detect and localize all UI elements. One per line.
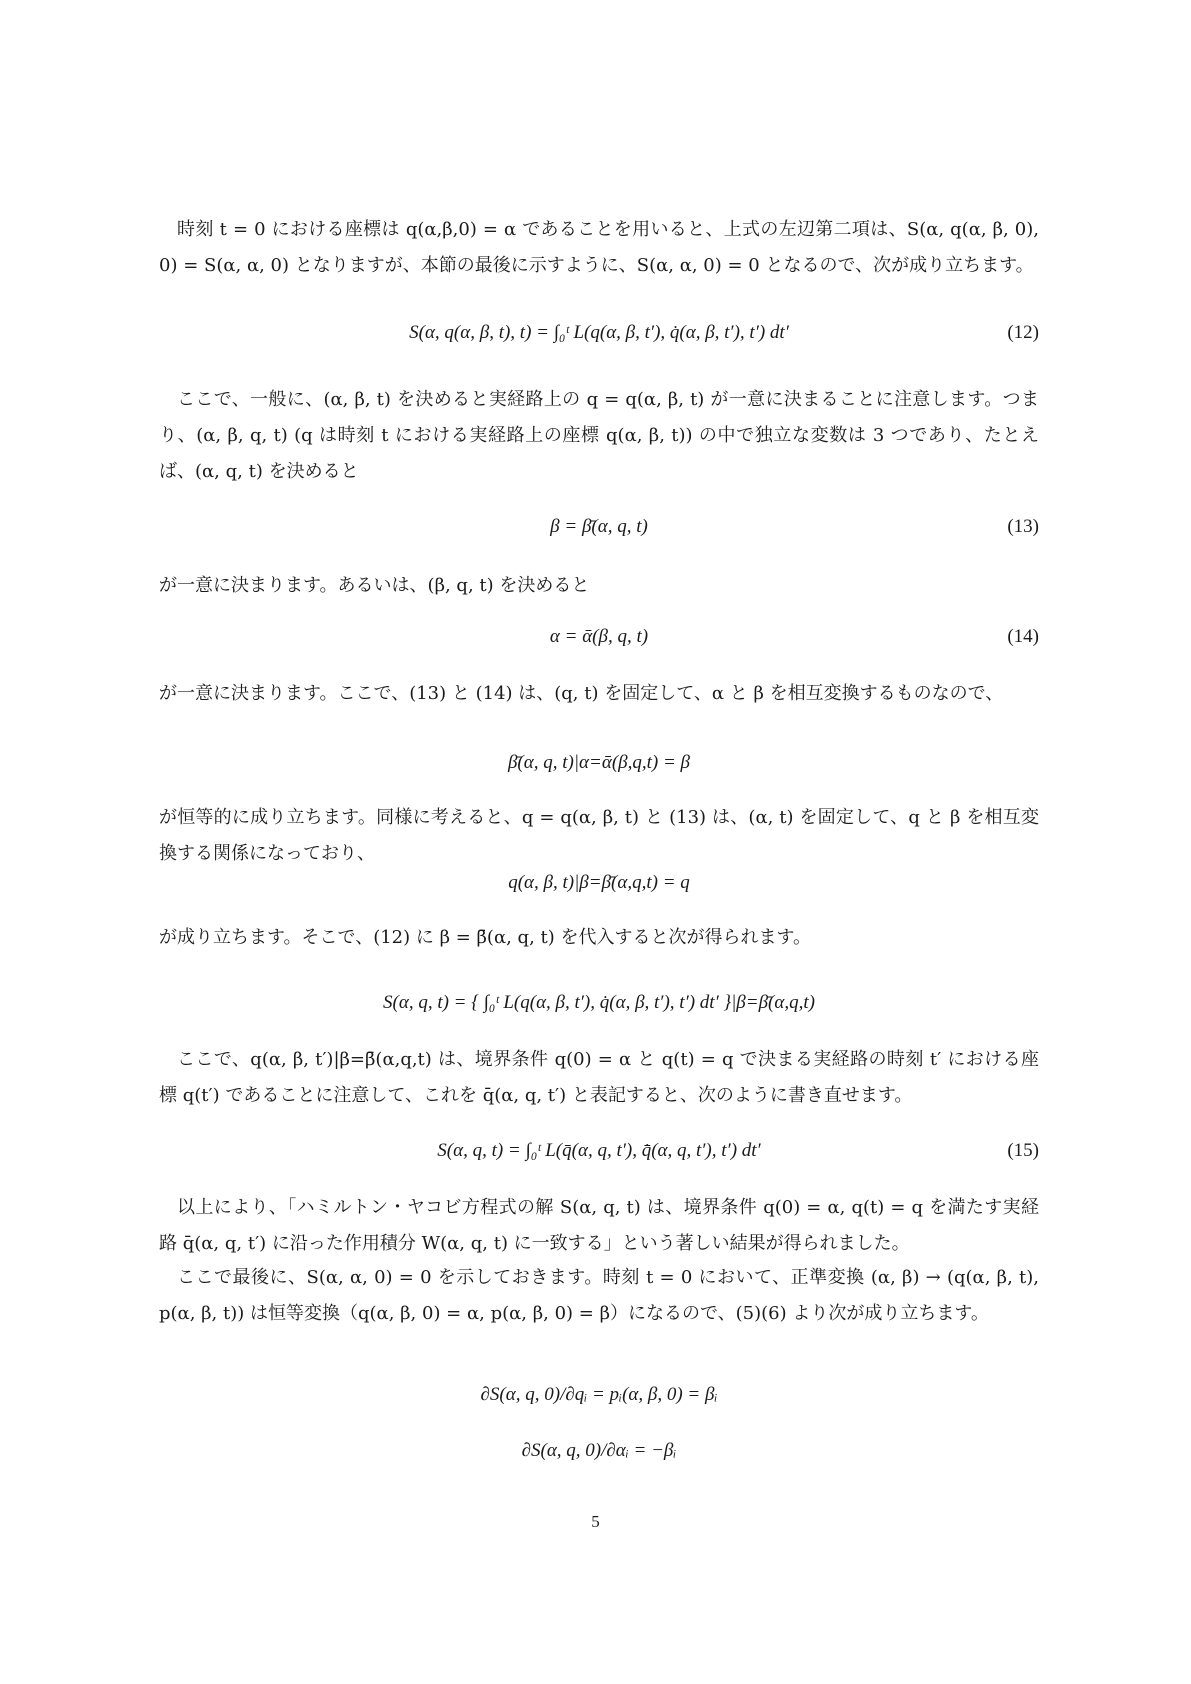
equation-derivative-q — [159, 1384, 1039, 1420]
equation-action-substituted — [159, 992, 1039, 1028]
paragraph-5: が恒等的に成り立ちます。同様に考えると、q = q(α, β, t) と (13) は、(α, t) を固定して、q と β を相互変換する関係になっており、 — [159, 807, 1039, 864]
equation-derivative-alpha — [159, 1440, 1039, 1476]
equation-q-identity — [159, 872, 1039, 908]
equation-12 — [159, 322, 1039, 358]
page-number: 5 — [591, 1512, 600, 1531]
paragraph-9: ここで最後に、S(α, α, 0) = 0 を示しておきます。時刻 t = 0 において、正準変換 (α, β) → (q(α, β, t), p(α, β, t)) は恒等変換（q(α, β, 0) = α, p(α, β, 0) = β）になるので、(5)(6) より次が成り立ちます。 — [159, 1267, 1039, 1324]
equation-beta-identity — [159, 752, 1039, 788]
equation-12-body: S(α, q(α, β, t), t) = ∫₀ᵗ L(q(α, β, t′), q̇(α, β, t′), t′) dt′ — [409, 322, 789, 343]
equation-13-body: β = β̄(α, q, t) — [550, 516, 648, 537]
equation-derivative-alpha-body: ∂S(α, q, 0)/∂αᵢ = −βᵢ — [521, 1440, 677, 1461]
paragraph-7: ここで、q(α, β, t′)|β=β̄(α,q,t) は、境界条件 q(0) = α と q(t) = q で決まる実経路の時刻 t′ における座標 q(t′) であることに注意して、これを q̄(α, q, t′) と表記すると、次のように書き直せます。 — [159, 1049, 1039, 1106]
equation-action-substituted-body: S(α, q, t) = { ∫₀ᵗ L(q(α, β, t′), q̇(α, β, t′), t′) dt′ }|β=β̄(α,q,t) — [383, 992, 815, 1013]
equation-derivative-q-body: ∂S(α, q, 0)/∂qᵢ = pᵢ(α, β, 0) = βᵢ — [480, 1384, 718, 1405]
equation-13-number: (13) — [1007, 516, 1039, 537]
paragraph-1: 時刻 t = 0 における座標は q(α,β,0) = α であることを用いると、上式の左辺第二項は、S(α, q(α, β, 0), 0) = S(α, α, 0) となりますが、本節の最後に示すように、S(α, α, 0) = 0 となるので、次が成り立ちます。 — [159, 219, 1039, 276]
equation-14 — [159, 626, 1039, 662]
equation-15-body: S(α, q, t) = ∫₀ᵗ L(q̄(α, q, t′), q̄̇(α, q, t′), t′) dt′ — [437, 1140, 761, 1161]
equation-q-identity-body: q(α, β, t)|β=β̄(α,q,t) = q — [508, 872, 690, 893]
paragraph-6: が成り立ちます。そこで、(12) に β = β̄(α, q, t) を代入すると次が得られます。 — [159, 927, 812, 948]
equation-12-number: (12) — [1007, 322, 1039, 343]
paragraph-8: 以上により、「ハミルトン・ヤコビ方程式の解 S(α, q, t) は、境界条件 q(0) = α, q(t) = q を満たす実経路 q̄(α, q, t′) に沿った作用積分 W(α, q, t) に一致する」という著しい結果が得られました。 — [159, 1197, 1039, 1254]
paragraph-3: が一意に決まります。あるいは、(β, q, t) を決めると — [159, 575, 590, 596]
equation-15-number: (15) — [1007, 1140, 1039, 1161]
equation-13 — [159, 516, 1039, 552]
equation-beta-identity-body: β̄(α, q, t)|α=ᾱ(β,q,t) = β — [507, 752, 691, 773]
equation-14-number: (14) — [1007, 626, 1039, 647]
equation-14-body: α = ᾱ(β, q, t) — [549, 626, 649, 647]
paragraph-2: ここで、一般に、(α, β, t) を決めると実経路上の q = q(α, β, t) が一意に決まることに注意します。つまり、(α, β, q, t) (q は時刻 t における実経路上の座標 q(α, β, t)) の中で独立な変数は 3 つであり、たとえば、(α, q, t) を決めると — [159, 389, 1039, 482]
equation-15 — [159, 1140, 1039, 1176]
paragraph-4: が一意に決まります。ここで、(13) と (14) は、(q, t) を固定して、α と β を相互変換するものなので、 — [159, 683, 1004, 704]
